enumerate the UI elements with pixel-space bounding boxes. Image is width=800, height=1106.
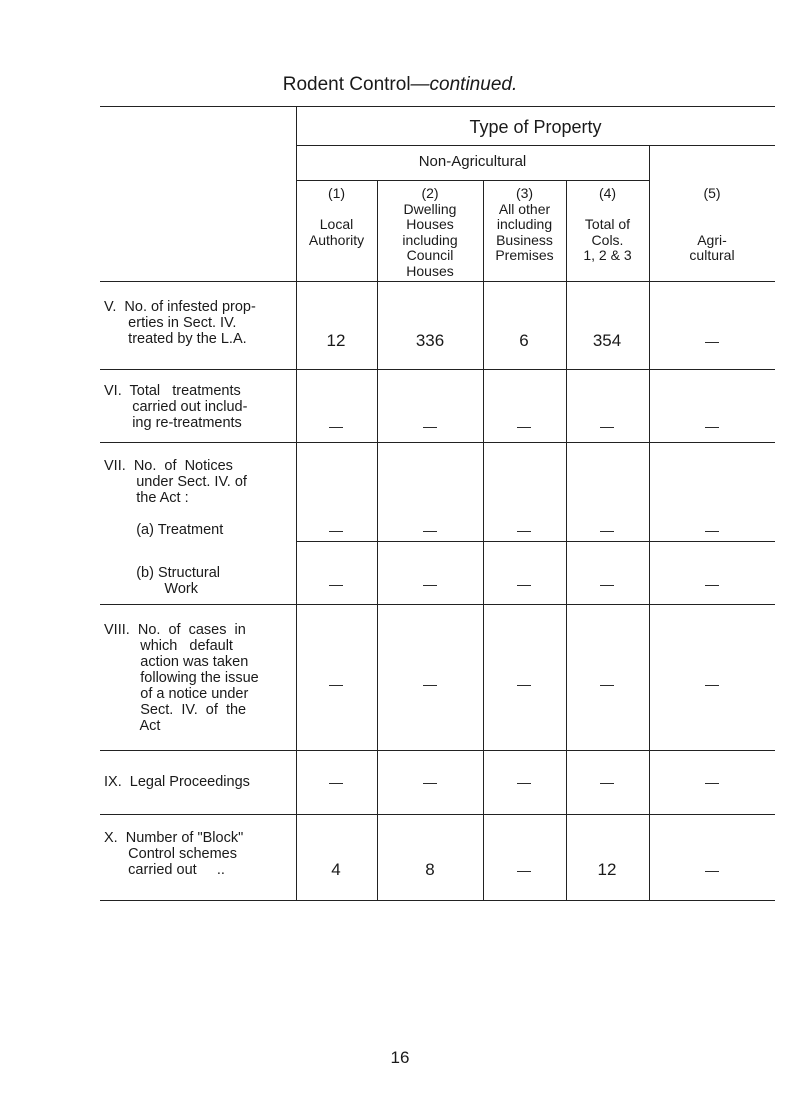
row-divider (100, 814, 775, 815)
column-header-line: Local (319, 216, 354, 232)
table-cell: — (423, 522, 437, 538)
header-divider-1 (296, 145, 775, 146)
table-cell: — (423, 774, 437, 790)
column-header-line: including (402, 231, 458, 248)
column-header-line: cultural (689, 247, 735, 263)
column-header-line (566, 202, 649, 218)
row-divider (100, 369, 775, 370)
row-divider (296, 541, 775, 542)
header-divider-2 (296, 180, 649, 181)
row-label-viii: VIII. No. of cases in which default action was taken following the issue of a notice under Sect. IV. of the Act (104, 622, 259, 734)
row-label-x: X. Number of "Block" Control schemes carried out .. (104, 830, 244, 878)
column-header-line: Premises (495, 247, 554, 263)
row-label-v: V. No. of infested prop- erties in Sect. IV. treated by the L.A. (104, 299, 256, 347)
table-cell: — (329, 576, 343, 592)
table-cell: — (517, 418, 531, 434)
row-divider (100, 604, 775, 605)
table-cell: — (517, 676, 531, 692)
column-header-line: Houses (406, 216, 454, 232)
column-header-line: All other (498, 200, 551, 217)
column-header-agricultural (649, 186, 775, 264)
row-label-vii-a: VII. No. of Notices under Sect. IV. of the Act : (a) Treatment (104, 458, 247, 538)
column-number: (3) (515, 185, 534, 201)
table-cell: — (329, 522, 343, 538)
column-header-line: Business (496, 231, 553, 248)
column-header-total (566, 186, 649, 264)
table-cell: — (600, 676, 614, 692)
table-cell: — (329, 418, 343, 434)
table-cell: — (705, 333, 719, 349)
table-cell: — (705, 418, 719, 434)
table-cell: — (705, 576, 719, 592)
table-top-rule (100, 106, 775, 107)
table-bottom-rule (100, 900, 775, 901)
table-cell: — (600, 418, 614, 434)
header-bottom-rule (100, 281, 775, 282)
table-cell: — (600, 576, 614, 592)
column-header-line: 1, 2 & 3 (583, 247, 632, 263)
table-cell: 6 (519, 331, 529, 350)
table-cell: — (705, 862, 719, 878)
column-rule (377, 180, 378, 900)
column-header-line (296, 202, 377, 218)
table-cell: 354 (592, 331, 622, 350)
table-cell: — (705, 676, 719, 692)
row-label-ix: IX. Legal Proceedings (104, 774, 250, 790)
non-agricultural-header: Non-Agricultural (418, 153, 527, 170)
table-cell: — (705, 774, 719, 790)
table-cell: 4 (331, 860, 341, 879)
column-number: (1) (327, 185, 346, 201)
column-header-line (649, 217, 775, 233)
column-header-line: Agri- (697, 231, 727, 248)
table-cell: — (600, 522, 614, 538)
column-number: (5) (703, 185, 721, 201)
table-cell: — (329, 774, 343, 790)
title-main: Rodent Control (282, 74, 411, 95)
column-header-all-other (483, 186, 566, 264)
column-header-line: Dwelling (403, 200, 457, 217)
table-cell: — (423, 676, 437, 692)
title-continued: —continued. (410, 74, 518, 95)
table-cell: — (423, 576, 437, 592)
column-header-local-authority (296, 186, 377, 248)
column-header-line: Cols. (591, 231, 624, 248)
page-title (0, 74, 800, 96)
table-cell: — (517, 774, 531, 790)
column-header-line: Houses (406, 262, 454, 279)
row-divider (100, 442, 775, 443)
table-cell: — (517, 522, 531, 538)
column-rule (483, 180, 484, 900)
column-number: (2) (421, 185, 439, 201)
row-label-vi: VI. Total treatments carried out includ- ing re-treatments (104, 383, 248, 431)
column-header-line: Council (406, 247, 454, 263)
column-header-line: including (496, 216, 553, 232)
table-cell: 12 (326, 331, 346, 350)
type-of-property-header: Type of Property (469, 117, 602, 137)
table-cell: 8 (425, 860, 435, 879)
column-rule (566, 180, 567, 900)
table-cell: — (517, 862, 531, 878)
table-cell: 12 (597, 860, 617, 879)
column-header-line: Authority (308, 231, 365, 248)
table-cell: — (329, 676, 343, 692)
table-cell: — (423, 418, 437, 434)
table-cell: — (705, 522, 719, 538)
row-label-vii-b: (b) Structural Work (136, 565, 221, 597)
column-header-line (649, 202, 775, 218)
column-header-dwelling-houses (377, 186, 483, 279)
column-header-line: Total of (584, 216, 631, 232)
row-divider (100, 750, 775, 751)
column-number: (4) (598, 185, 617, 201)
table-cell: 336 (415, 331, 445, 350)
table-cell: — (517, 576, 531, 592)
page-number: 16 (390, 1048, 410, 1067)
table-cell: — (600, 774, 614, 790)
